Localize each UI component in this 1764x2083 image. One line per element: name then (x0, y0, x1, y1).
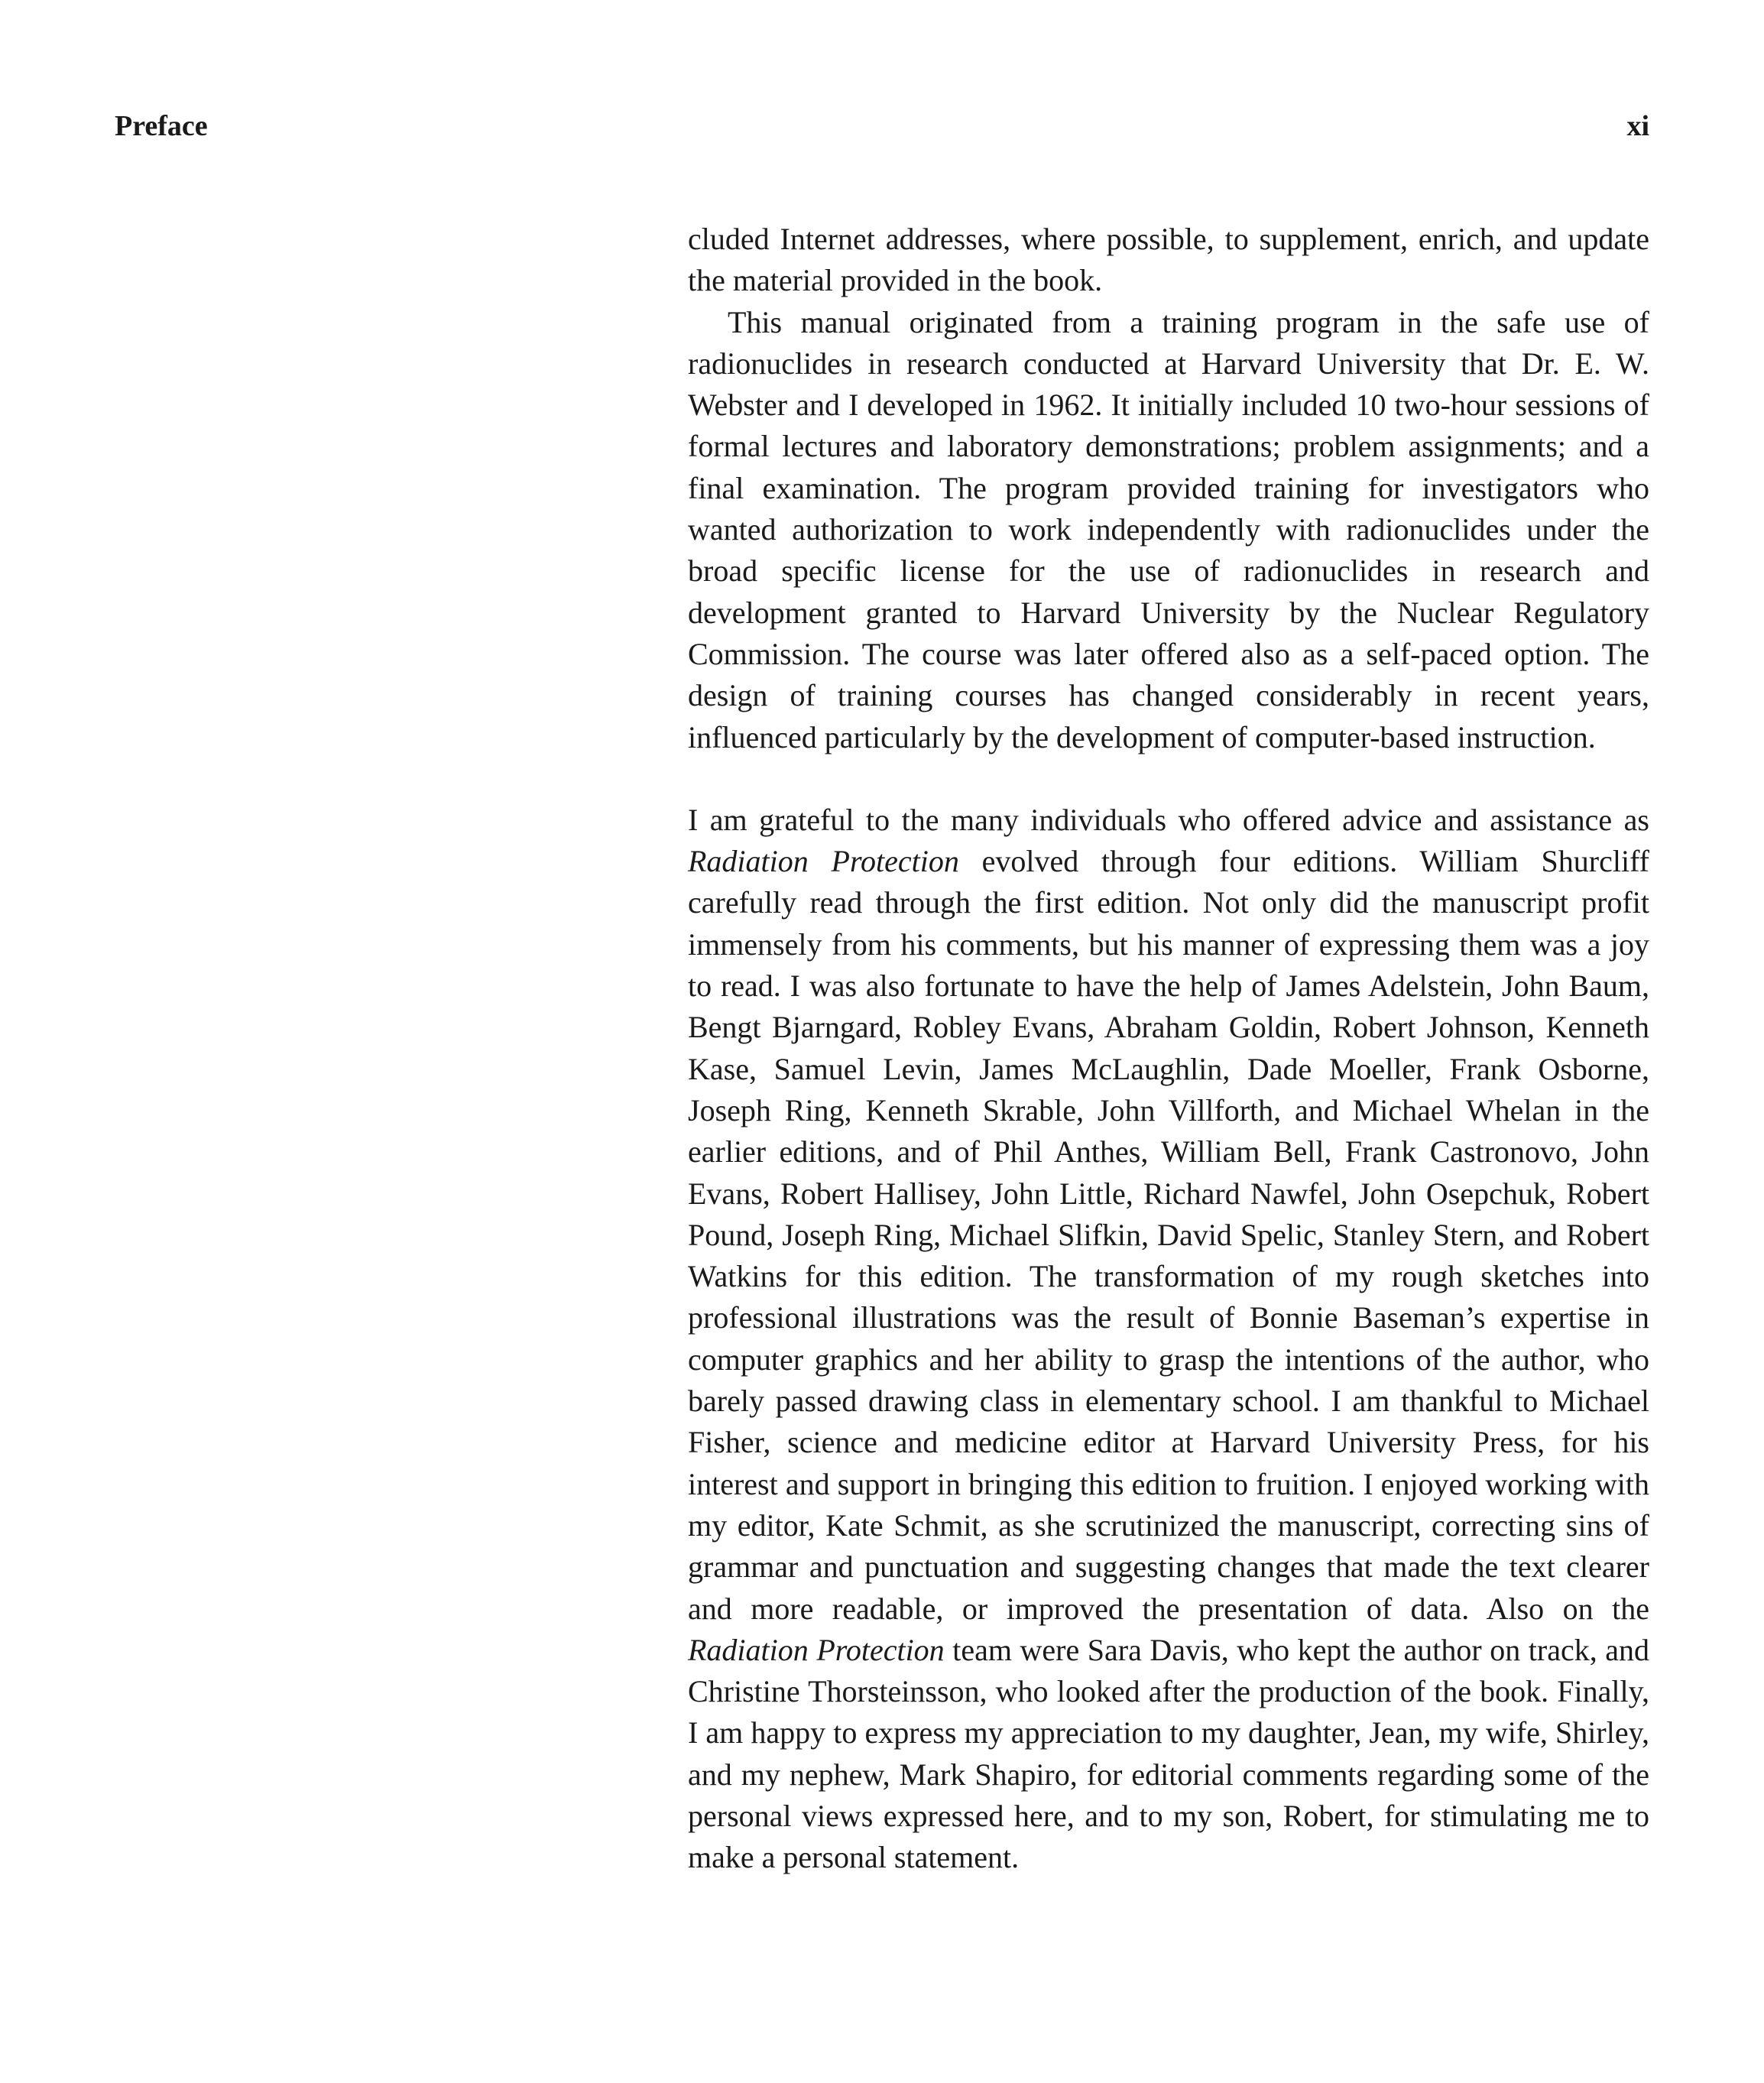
paragraph-training-program: This manual originated from a training program in the safe use of radionuclides in research conducted at Harvard University that Dr. E. W. Webster and I developed in 1962. It initially included 10 two-hour sessions of formal lectures and laboratory demonstrations; problem assignments; and a final examination. The program provided training for investigators who wanted authorization to work independently with radionuclides under the broad specific license for the use of radionuclides in research and development granted to Harvard University by the Nuclear Regulatory Commission. The course was later offered also as a self-paced option. The design of training courses has changed considerably in recent years, influenced particularly by the development of computer-based instruction. (688, 304, 1649, 754)
ack-text-3: team were Sara Davis, who kept the author on track, and Christine Thorsteinsson, who looked after the production of the book. Finally, I am happy to express my appreciation to my daughter, Jean, my wife, Shirley, and my nephew, Mark Shapiro, for editorial comments regarding some of the personal views expressed here, and to my son, Robert, for stimulating me to make a personal statement. (688, 1632, 1649, 1875)
ack-text-1: I am grateful to the many individuals who offered advice and assistance as (688, 802, 1649, 837)
running-head-title: Preface (115, 110, 208, 142)
paragraph-continuation: cluded Internet addresses, where possible, to supplement, enrich, and update the material provided in the book. (688, 222, 1649, 298)
ack-text-2: evolved through four editions. William Shurcliff carefully read through the first edition. Not only did the manuscript profit immensely from his comments, but his manner of expressing them was a joy to read. I was also fortunate to have the help of James Adelstein, John Baum, Bengt Bjarngard, Robley Evans, Abraham Goldin, Robert Johnson, Kenneth Kase, Samuel Levin, James McLaughlin, Dade Moeller, Frank Osborne, Joseph Ring, Kenneth Skrable, John Villforth, and Michael Whelan in the earlier editions, and of Phil Anthes, William Bell, Frank Castronovo, John Evans, Robert Hallisey, John Little, Richard Nawfel, John Osepchuk, Robert Pound, Joseph Ring, Michael Slifkin, David Spelic, Stanley Stern, and Robert Watkins for this edition. The transformation of my rough sketches into professional illustrations was the result of Bonnie Baseman’s expertise in computer graphics and her ability to grasp the intentions of the author, who barely passed drawing class in elementary school. I am thankful to Michael Fisher, science and medicine editor at Harvard University Press, for his interest and support in bringing this edition to fruition. I enjoyed working with my editor, Kate Schmit, as she scrutinized the manuscript, correcting sins of grammar and punctuation and suggesting changes that made the text clearer and more readable, or improved the presentation of data. Also on the (688, 844, 1650, 1626)
paragraph-acknowledgments (688, 800, 1649, 1879)
book-title-italic-2: Radiation Protection (688, 1632, 945, 1667)
page-number: xi (1626, 110, 1649, 142)
running-head (115, 107, 1649, 153)
book-title-italic-1: Radiation Protection (688, 844, 959, 879)
body-text (688, 219, 1649, 1879)
